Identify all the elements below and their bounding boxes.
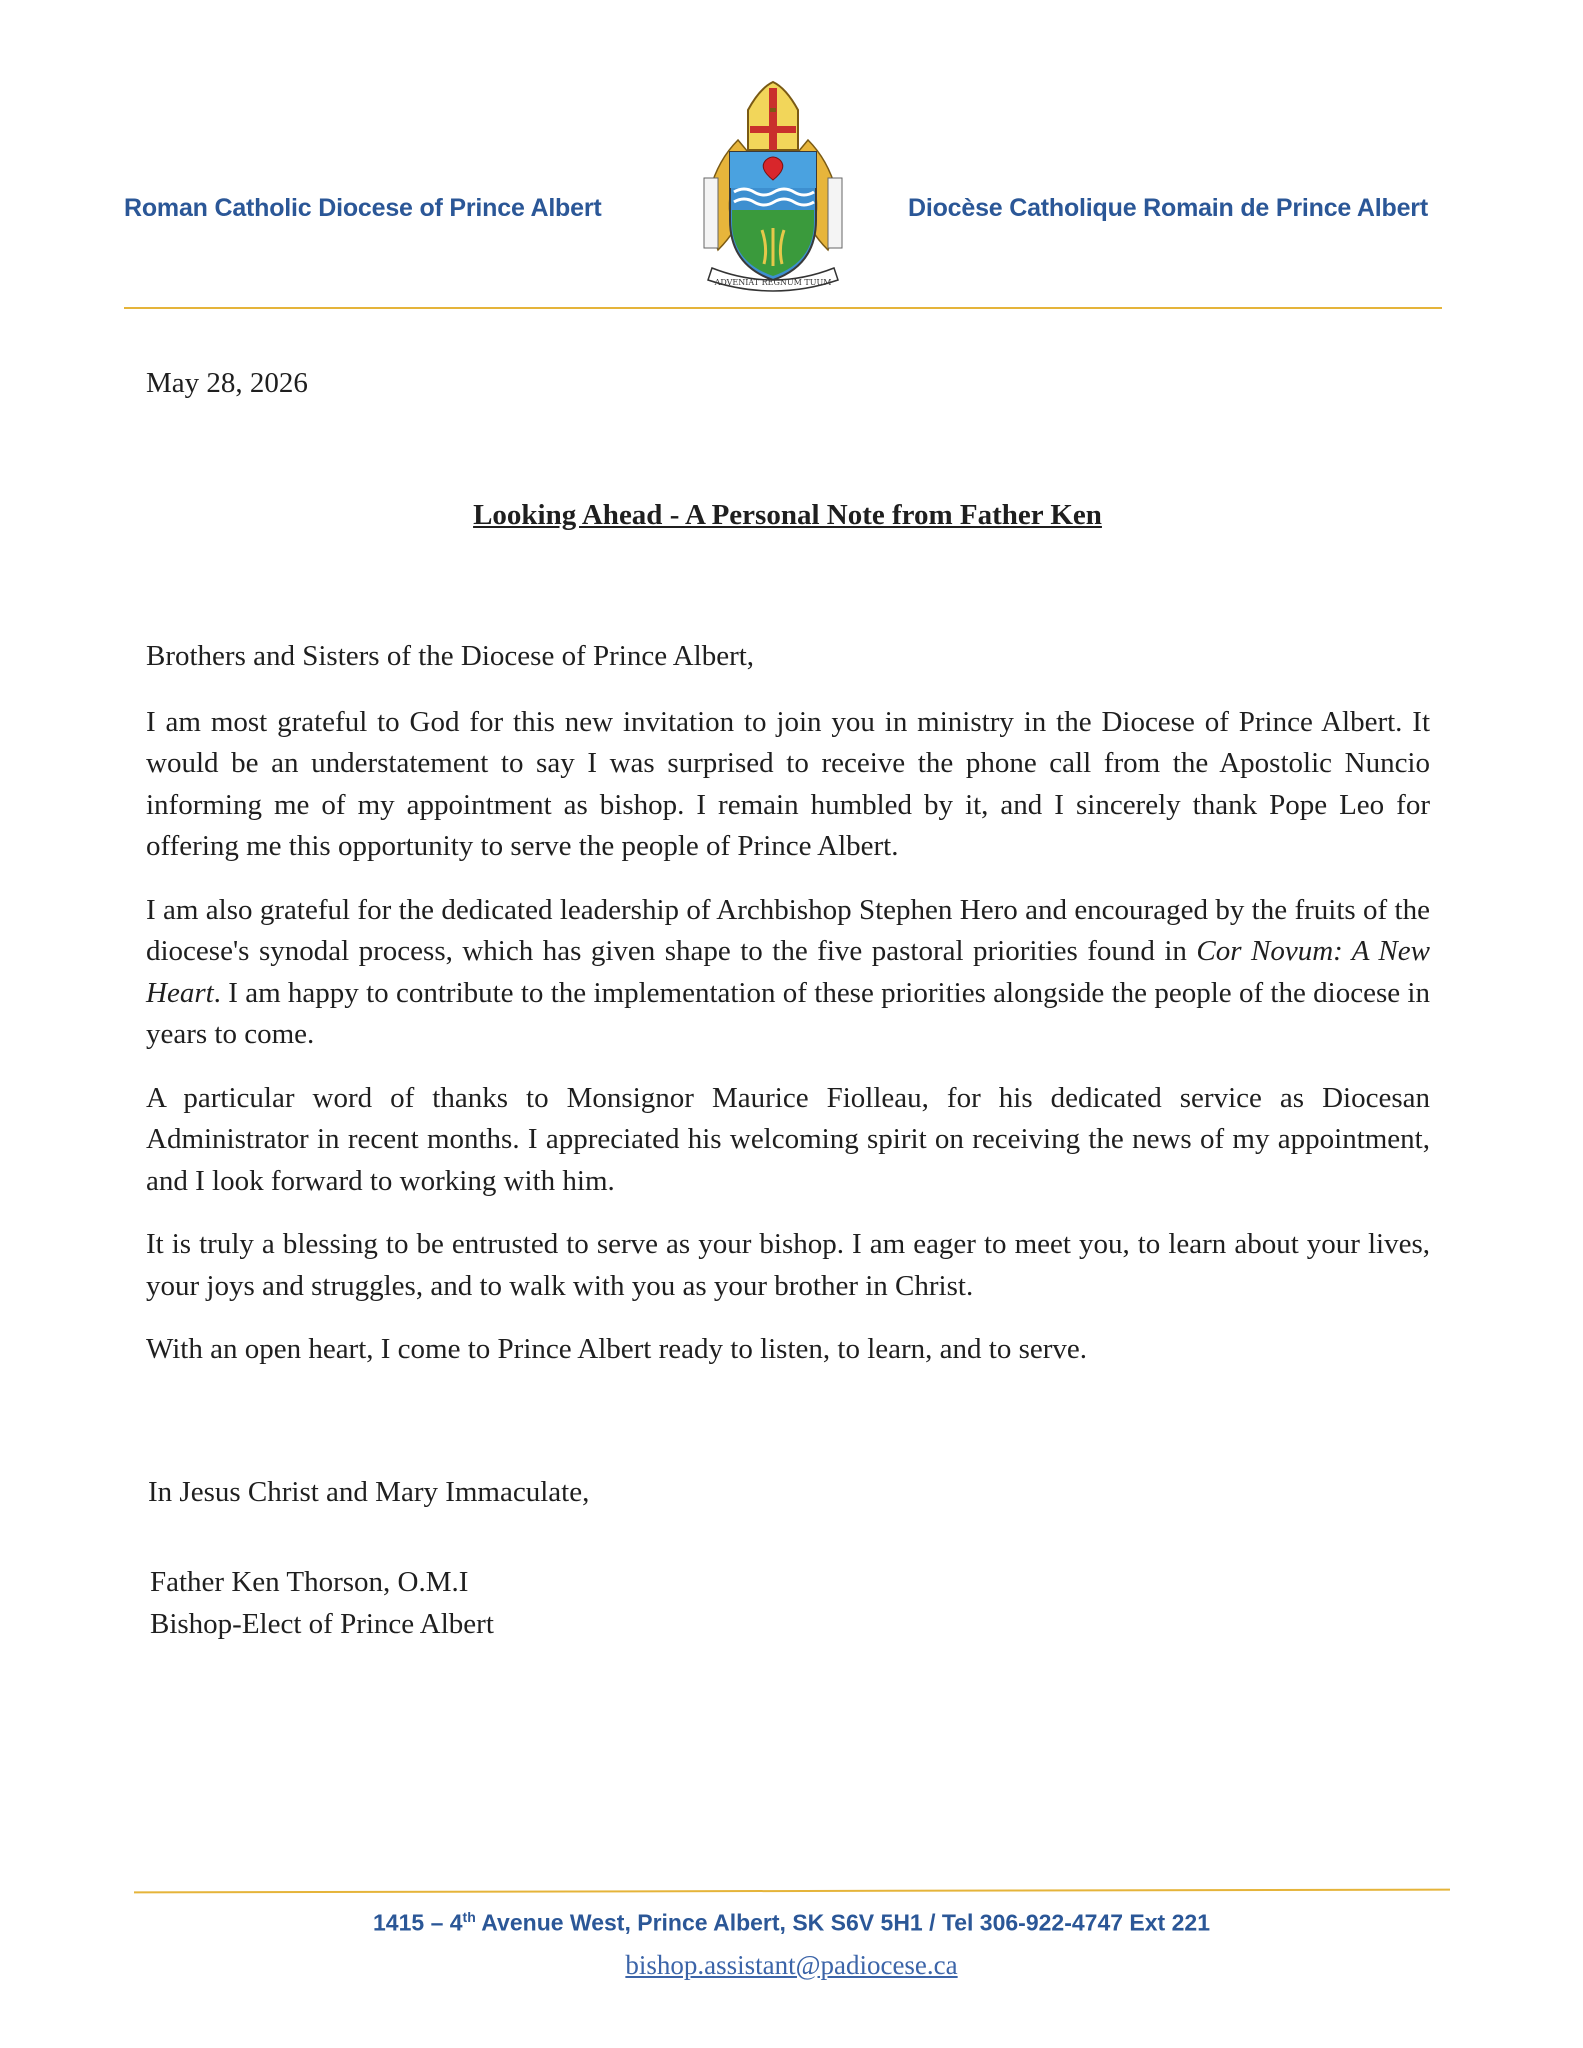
signer-name: Father Ken Thorson, O.M.I [150, 1566, 469, 1598]
paragraph-3: A particular word of thanks to Monsignor Maurice Fiolleau, for his dedicated service as Diocesan Administrator in recent months. I appreciated his welcoming spirit on receiving the news of my appointment, and I look forward to working with him. [146, 1081, 1430, 1197]
footer-address [0, 1909, 1583, 1937]
paragraph-4: It is truly a blessing to be entrusted to serve as your bishop. I am eager to meet you, to learn about your lives, your joys and struggles, and to walk with you as your brother in Christ. [146, 1228, 1430, 1302]
letter-date: May 28, 2026 [146, 367, 308, 399]
paragraph-5: With an open heart, I come to Prince Albert ready to listen, to learn, and to serve. [146, 1333, 1088, 1365]
footer-address-ordinal: th [462, 1909, 476, 1925]
footer-address-rest: Avenue West, Prince Albert, SK S6V 5H1 / Tel 306-922-4747 Ext 221 [475, 1909, 1210, 1936]
paragraph-2 [146, 890, 1430, 1056]
paragraph-2-text-a: I am also grateful for the dedicated leadership of Archbishop Stephen Hero and encouraged by the fruits of the diocese's synodal process, which has given shape to the five pastoral priorities found in [146, 893, 1430, 967]
paragraph-2-book-title: Cor Novum: A New Heart [146, 935, 1430, 1009]
paragraph-2-text-b: . I am happy to contribute to the implementation of these priorities alongside the people of the diocese in years to come. [146, 976, 1430, 1050]
signature-block [150, 1562, 494, 1645]
salutation: Brothers and Sisters of the Diocese of Prince Albert, [146, 640, 755, 672]
paragraph-1: I am most grateful to God for this new invitation to join you in ministry in the Diocese of Prince Albert. It would be an understatement to say I was surprised to receive the phone call from the Apostolic Nuncio informing me of my appointment as bishop. I remain humbled by it, and I sincerely thank Pope Leo for offering me this opportunity to serve the people of Prince Albert. [146, 705, 1430, 862]
letter-closing: In Jesus Christ and Mary Immaculate, [148, 1476, 590, 1508]
diocese-crest-logo [698, 80, 848, 295]
footer-divider [134, 1889, 1450, 1894]
diocese-name-english: Roman Catholic Diocese of Prince Albert [124, 194, 602, 222]
header-divider [124, 307, 1442, 309]
letter-title: Looking Ahead - A Personal Note from Father Ken [473, 499, 1102, 531]
footer-email-link[interactable]: bishop.assistant@padiocese.ca [625, 1950, 958, 1980]
svg-text:ADVENIAT REGNUM TUUM: ADVENIAT REGNUM TUUM [714, 278, 832, 287]
diocese-name-french: Diocèse Catholique Romain de Prince Albert [908, 194, 1428, 222]
signer-title: Bishop-Elect of Prince Albert [150, 1607, 494, 1640]
footer-address-number: 1415 – 4 [373, 1909, 463, 1936]
letter-body [146, 636, 1430, 1393]
